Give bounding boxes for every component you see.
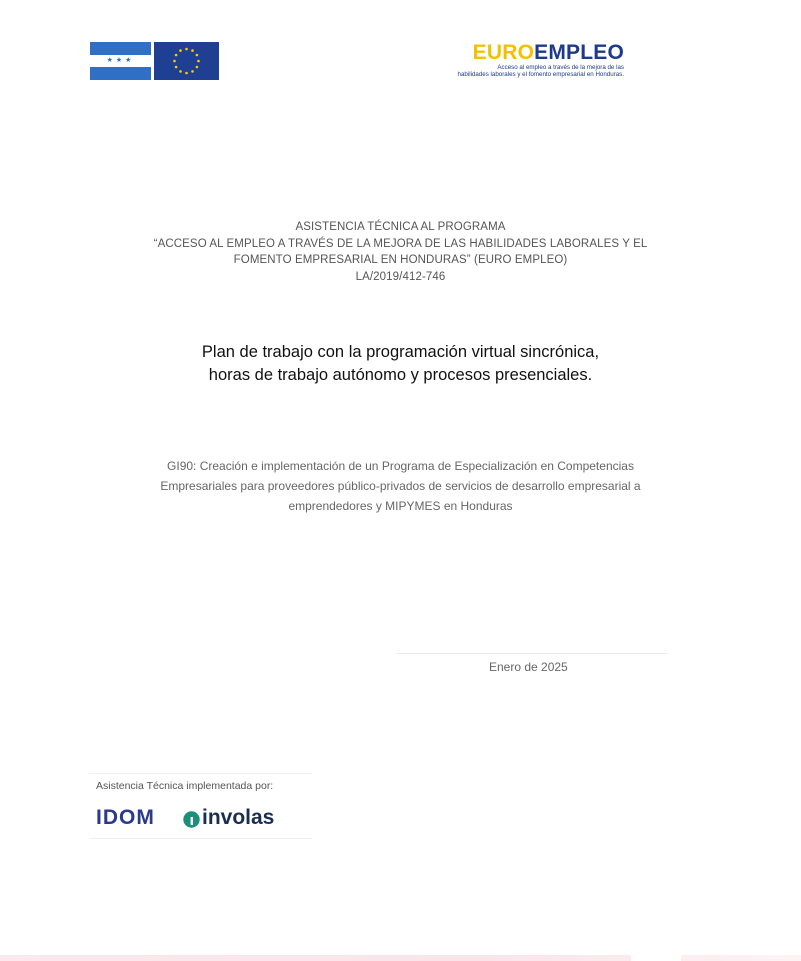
euroempleo-wordmark xyxy=(473,42,624,64)
subtitle-line-1: GI90: Creación e implementación de un Programa de Especialización en Competencias xyxy=(167,459,634,473)
implementation-label: Asistencia Técnica implementada por: xyxy=(96,780,274,792)
euroempleo-logo xyxy=(414,42,626,82)
strip-gap xyxy=(631,955,681,961)
tagline-line-2: habilidades laborales y el fomento empresarial en Honduras. xyxy=(457,71,624,78)
program-line-1: ASISTENCIA TÉCNICA AL PROGRAMA xyxy=(295,221,506,233)
date-divider xyxy=(396,653,668,654)
document-subtitle xyxy=(0,456,801,516)
involas-logo-icon xyxy=(183,811,200,828)
subtitle-line-2: Empresariales para proveedores público-privados de servicios de desarrollo empresarial a xyxy=(160,479,641,493)
logo-empleo-part: EMPLEO xyxy=(534,41,624,64)
program-line-4: LA/2019/412-746 xyxy=(355,270,446,283)
tagline-line-1: Acceso al empleo a través de la mejora de las xyxy=(497,64,624,71)
title-line-2: horas de trabajo autónomo y procesos presenciales. xyxy=(208,365,593,384)
flag-band-top xyxy=(90,42,151,55)
subtitle-line-3: emprendedores y MIPYMES en Honduras xyxy=(288,499,513,513)
program-line-3: FOMENTO EMPRESARIAL EN HONDURAS” (EURO EMPLEO) xyxy=(233,254,568,266)
honduras-flag-icon xyxy=(90,42,151,80)
flag-band-bottom xyxy=(90,67,151,80)
implementation-box xyxy=(90,773,312,839)
idom-logo: IDOM xyxy=(96,806,155,829)
program-heading xyxy=(0,219,801,285)
document-date: Enero de 2025 xyxy=(489,660,568,674)
document-title xyxy=(0,341,801,386)
eu-flag-icon xyxy=(154,42,219,80)
title-line-1: Plan de trabajo con la programación virtual sincrónica, xyxy=(201,343,600,361)
euroempleo-tagline xyxy=(412,64,624,78)
bottom-decorative-strip xyxy=(0,955,801,961)
program-line-2: “ACCESO AL EMPLEO A TRAVÉS DE LA MEJORA DE LAS HABILIDADES LABORALES Y EL xyxy=(153,237,648,250)
flag-stars: ★★★ xyxy=(106,57,135,64)
logo-euro-part: EURO xyxy=(472,41,535,64)
involas-logo: involas xyxy=(202,806,275,829)
